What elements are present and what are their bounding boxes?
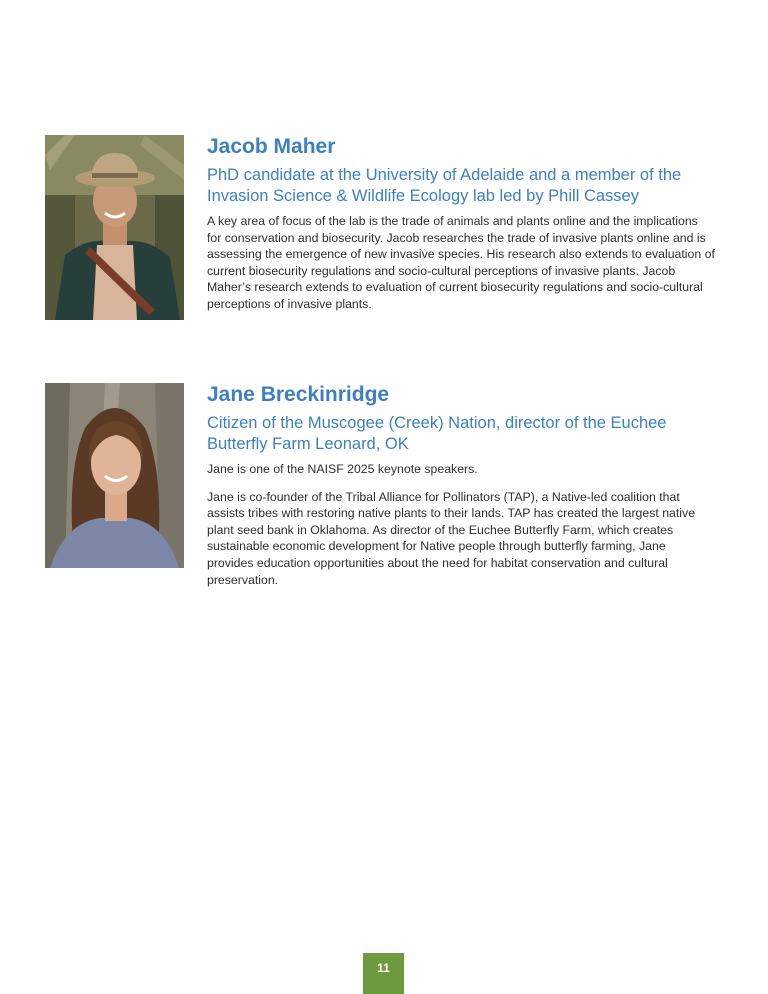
speaker-photo-jacob-maher: [45, 135, 184, 320]
page-number: 11: [363, 953, 404, 994]
speaker-info: [207, 383, 715, 588]
speaker-info: [207, 135, 715, 313]
speaker-bio-paragraph: Jane is co-founder of the Tribal Alliance for Pollinators (TAP), a Native-led coalition that assists tribes with restoring native plants to their lands. TAP has created the largest native plant seed bank in Oklahoma. As director of the Euchee Butterfly Farm, which creates sustainable economic development for Native people through butterfly farming, Jane provides education opportunities about the need for habitat conservation and cultural preservation.: [207, 489, 696, 587]
speaker-bio-paragraph: Jane is one of the NAISF 2025 keynote speakers.: [207, 462, 478, 476]
speaker-name: Jacob Maher: [207, 135, 336, 158]
speaker-name: Jane Breckinridge: [207, 383, 390, 406]
speaker-photo-jane-breckinridge: [45, 383, 184, 568]
speaker-role: Citizen of the Muscogee (Creek) Nation, director of the Euchee Butterfly Farm Leonard, OK: [207, 414, 667, 453]
speaker-bio-paragraph: A key area of focus of the lab is the trade of animals and plants online and the implications for conservation and biosecurity. Jacob researches the trade of invasive plants online and is assessing the emergence of new invasive species. His research also extends to evaluation of current biosecurity regulations and socio-cultural perceptions of invasive plants. Jacob Maher’s research extends to evaluation of current biosecurity regulations and socio-cultural perceptions of invasive plants.: [207, 214, 715, 311]
speaker-role: PhD candidate at the University of Adelaide and a member of the Invasion Science & Wildlife Ecology lab led by Phill Cassey: [207, 166, 682, 205]
